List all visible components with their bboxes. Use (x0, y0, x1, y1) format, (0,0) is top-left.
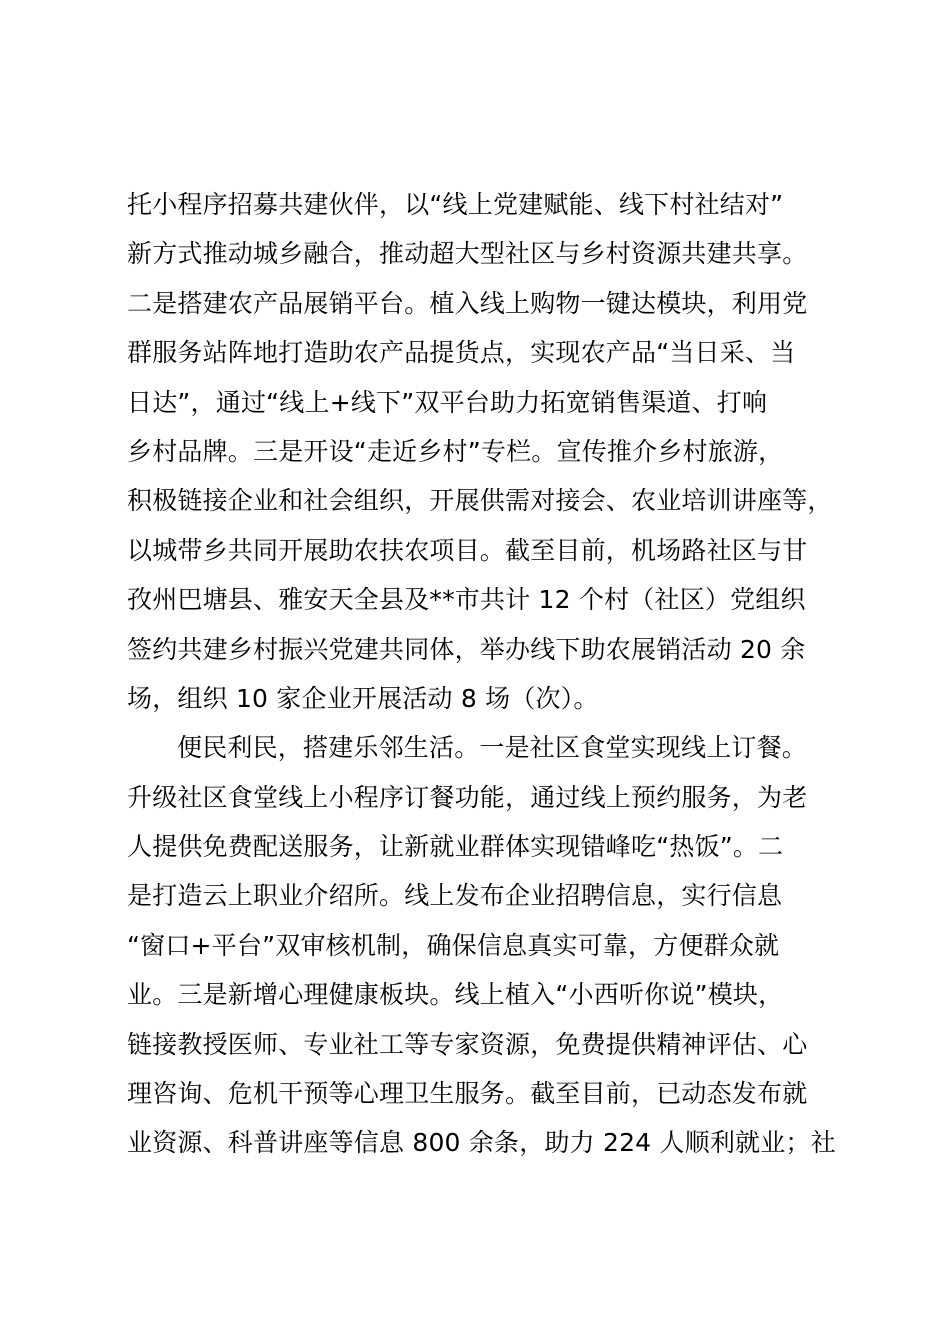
text-line: 积极链接企业和社会组织，开展供需对接会、农业培训讲座等， (127, 486, 833, 516)
text-line: 签约共建乡村振兴党建共同体，举办线下助农展销活动 20 余 (127, 634, 806, 664)
text-line: 日达”，通过“线上+线下”双平台助力拓宽销售渠道、打响 (127, 387, 768, 417)
text-line: 场，组织 10 家企业开展活动 8 场（次）。 (127, 683, 599, 713)
text-line: 以城带乡共同开展助农扶农项目。截至目前，机场路社区与甘 (127, 535, 808, 565)
text-line: 链接教授医师、专业社工等专家资源，免费提供精神评估、心 (127, 1029, 808, 1059)
text-line: 托小程序招募共建伙伴，以“线上党建赋能、线下村社结对” (127, 190, 784, 219)
text-line: 理咨询、危机干预等心理卫生服务。截至目前，已动态发布就 (127, 1079, 808, 1109)
text-line: 新方式推动城乡融合，推动超大型社区与乡村资源共建共享。 (127, 239, 808, 269)
text-line: 业。三是新增心理健康板块。线上植入“小西听你说”模块， (127, 980, 784, 1010)
text-line: 是打造云上职业介绍所。线上发布企业招聘信息，实行信息 (127, 881, 783, 911)
text-line: 二是搭建农产品展销平台。植入线上购物一键达模块，利用党 (127, 288, 808, 318)
text-line: “窗口+平台”双审核机制，确保信息真实可靠，方便群众就 (127, 930, 780, 960)
text-line: 孜州巴塘县、雅安天全县及**市共计 12 个村（社区）党组织 (127, 585, 806, 615)
text-line: 群服务站阵地打造助农产品提货点，实现农产品“当日采、当 (127, 338, 796, 368)
body-text (127, 180, 847, 1168)
text-line: 乡村品牌。三是开设“走近乡村”专栏。宣传推介乡村旅游， (127, 436, 784, 466)
text-line: 业资源、科普讲座等信息 800 余条，助力 224 人顺利就业；社 (127, 1128, 836, 1158)
text-line: 人提供免费配送服务，让新就业群体实现错峰吃“热饭”。二 (127, 832, 784, 862)
text-line: 升级社区食堂线上小程序订餐功能，通过线上预约服务，为老 (127, 782, 808, 812)
paragraph-first-line: 便民利民，搭建乐邻生活。一是社区食堂实现线上订餐。 (177, 733, 808, 763)
